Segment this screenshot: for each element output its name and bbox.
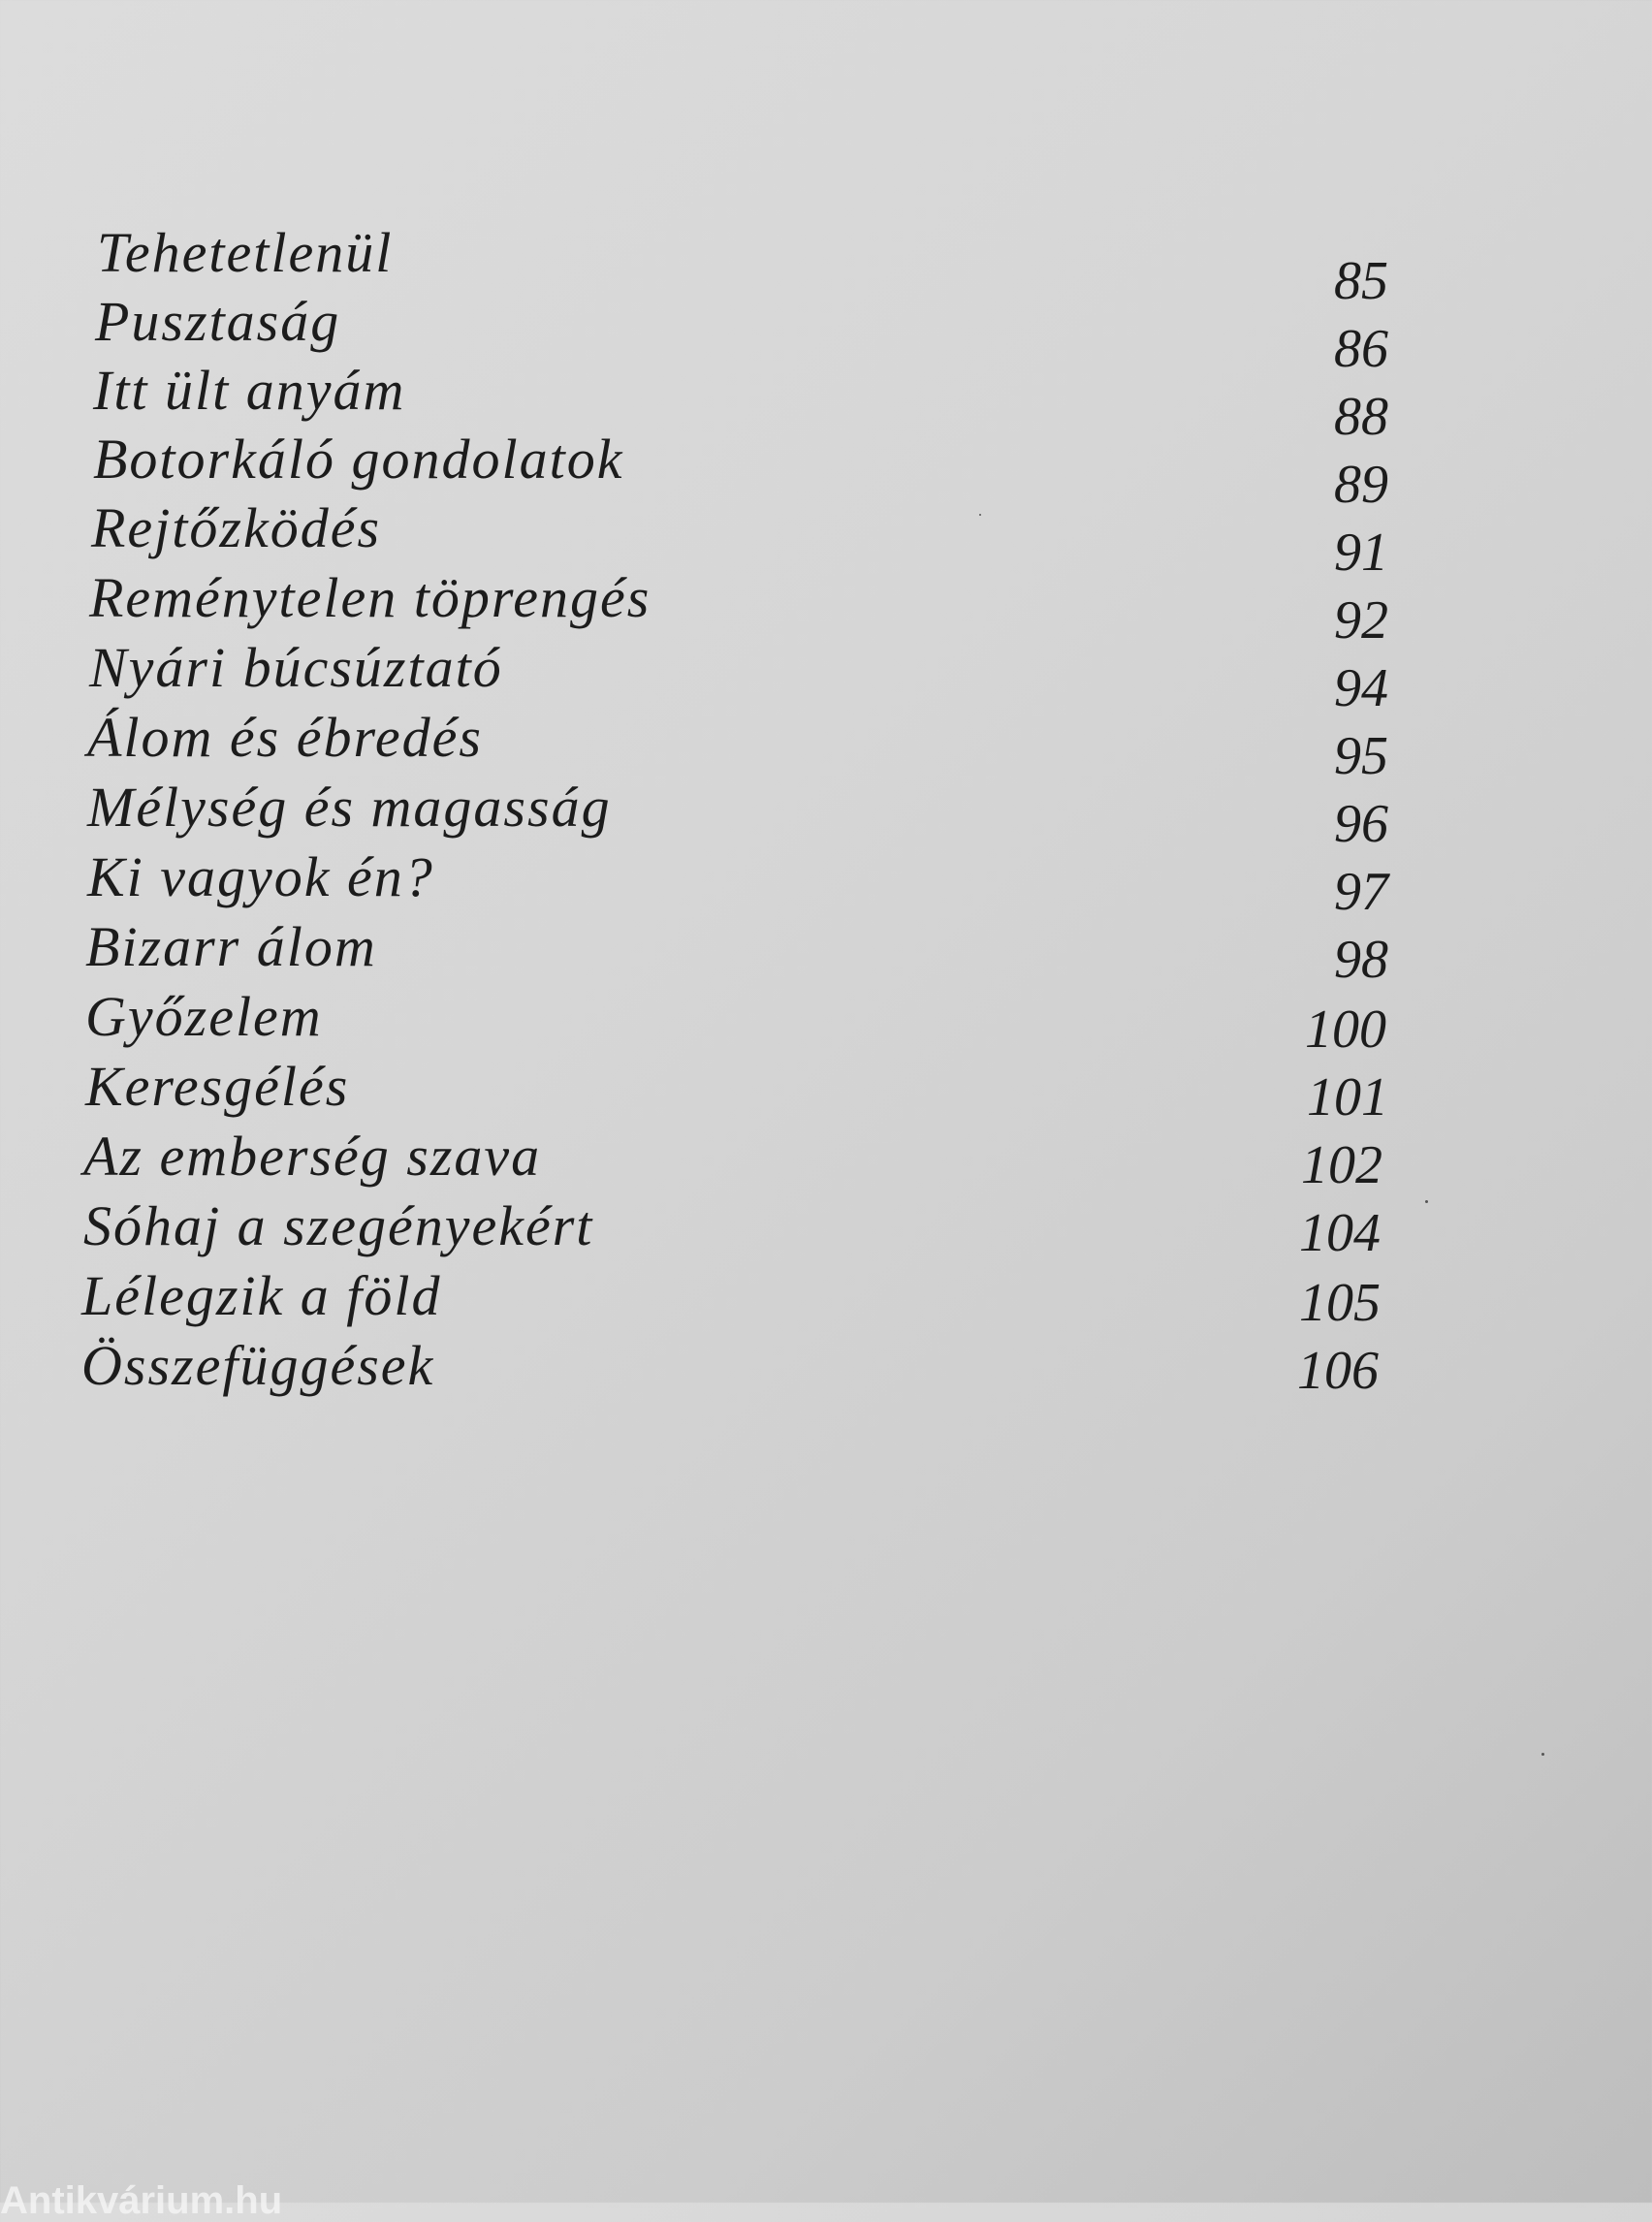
- toc-entry-page: 94: [1334, 658, 1388, 718]
- toc-entry-page: 101: [1307, 1067, 1388, 1127]
- toc-entry-page: 91: [1334, 523, 1388, 583]
- toc-entry-page: 89: [1334, 455, 1388, 515]
- toc-entry-title: Álom és ébredés: [87, 706, 483, 769]
- toc-entry-title: Nyári búcsúztató: [89, 636, 503, 699]
- toc-entry-title: Mélység és magasság: [87, 776, 612, 839]
- toc-entry-page: 100: [1305, 1000, 1386, 1060]
- toc-entry-title: Keresgélés: [85, 1055, 350, 1118]
- toc-entry-title: Reménytelen töprengés: [89, 566, 651, 629]
- toc-entry-page: 85: [1334, 251, 1388, 311]
- toc-entry-title: Győzelem: [85, 985, 323, 1048]
- paper-speck: [1425, 1200, 1428, 1203]
- toc-entry-title: Botorkáló gondolatok: [93, 428, 624, 491]
- toc-entry-page: 96: [1334, 794, 1388, 854]
- toc-entry-page: 106: [1297, 1341, 1379, 1401]
- toc-entry-page: 97: [1334, 862, 1388, 922]
- toc-entry-page: 105: [1299, 1273, 1381, 1333]
- toc-entry-title: Sóhaj a szegényekért: [83, 1194, 594, 1257]
- toc-entry-title: Összefüggések: [81, 1334, 435, 1397]
- toc-entry-title: Ki vagyok én?: [87, 845, 434, 908]
- toc-entry-page: 88: [1334, 387, 1388, 447]
- toc-entry-title: Itt ült anyám: [93, 359, 406, 422]
- toc-entry-page: 86: [1334, 319, 1388, 379]
- watermark: Antikvárium.hu: [0, 2179, 283, 2222]
- toc-entry-page: 104: [1299, 1203, 1381, 1263]
- toc-entry-title: Az emberség szava: [83, 1125, 542, 1188]
- toc-entry-title: Rejtőzködés: [91, 496, 382, 559]
- toc-entry-page: 92: [1334, 590, 1388, 651]
- toc-entry-page: 102: [1301, 1135, 1382, 1195]
- toc-entry-title: Lélegzik a föld: [81, 1264, 442, 1327]
- toc-entry-page: 95: [1334, 726, 1388, 786]
- toc-entry-title: Bizarr álom: [85, 915, 377, 978]
- paper-speck: [979, 514, 981, 516]
- paper-speck: [1541, 1753, 1544, 1756]
- toc-entry-title: Tehetetlenül: [97, 221, 394, 284]
- toc-entry-page: 98: [1334, 930, 1388, 990]
- toc-entry-title: Pusztaság: [95, 290, 341, 353]
